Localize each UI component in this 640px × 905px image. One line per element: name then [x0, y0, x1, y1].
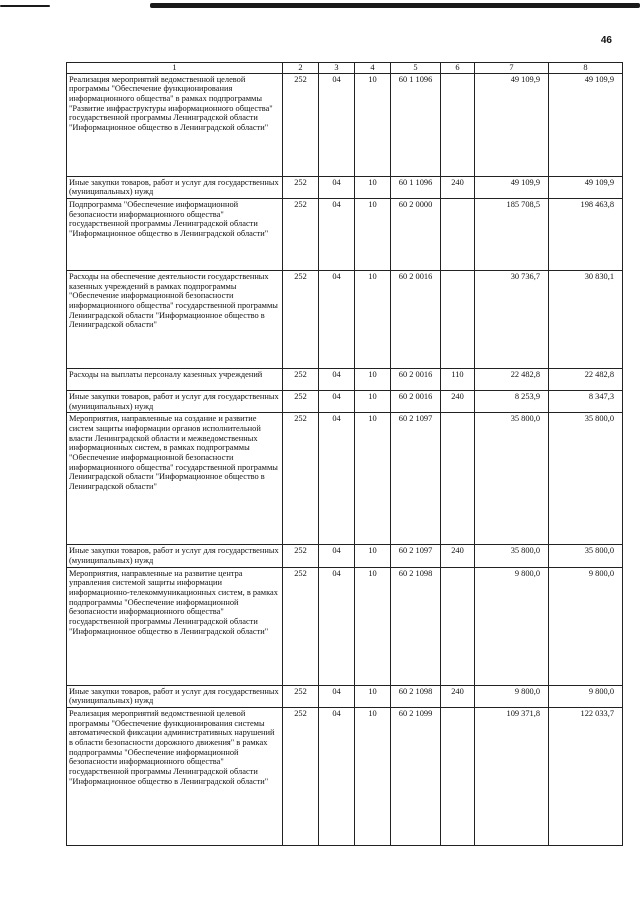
cell-admin-code: 252 [283, 270, 319, 368]
cell-subsection: 10 [355, 413, 391, 545]
cell-target-article: 60 2 1098 [391, 567, 441, 685]
table-row [67, 567, 623, 685]
cell-admin-code: 252 [283, 707, 319, 845]
table-row [67, 685, 623, 707]
cell-subsection: 10 [355, 685, 391, 707]
table-row [67, 198, 623, 270]
cell-target-article: 60 2 1099 [391, 707, 441, 845]
row-name: Расходы на обеспечение деятельности государственных казенных учреждений в рамках подпрограммы "Обеспечение информационной безопасности информационного общества" государственной программы Ленинградской области "Информационное общество в Ленинградской области" [67, 270, 283, 368]
row-name: Иные закупки товаров, работ и услуг для государственных (муниципальных) нужд [67, 176, 283, 198]
cell-subsection: 10 [355, 198, 391, 270]
header-cell: 4 [355, 63, 391, 74]
row-name: Реализация мероприятий ведомственной целевой программы "Обеспечение функционирования системы автоматической фиксации административных нарушений в области безопасности дорожного движения" в рамках подпрограммы "Обеспечение информационной безопасности информационного общества" государственной программы Ленинградской области "Информационное общество в Ленинградской области" [67, 707, 283, 845]
cell-amount-1: 30 736,7 [475, 270, 549, 368]
cell-target-article: 60 2 1097 [391, 545, 441, 567]
budget-table [66, 62, 623, 846]
cell-section: 04 [319, 567, 355, 685]
cell-amount-2: 49 109,9 [549, 73, 623, 176]
cell-admin-code: 252 [283, 368, 319, 390]
cell-section: 04 [319, 685, 355, 707]
cell-amount-2: 22 482,8 [549, 368, 623, 390]
row-name: Подпрограмма "Обеспечение информационной безопасности информационного общества" государственной программы Ленинградской области "Информационное общество в Ленинградской области" [67, 198, 283, 270]
cell-section: 04 [319, 270, 355, 368]
table-row [67, 413, 623, 545]
cell-amount-2: 198 463,8 [549, 198, 623, 270]
cell-admin-code: 252 [283, 198, 319, 270]
cell-expense-type [441, 707, 475, 845]
cell-subsection: 10 [355, 567, 391, 685]
row-name: Расходы на выплаты персоналу казенных учреждений [67, 368, 283, 390]
cell-amount-2: 8 347,3 [549, 390, 623, 412]
cell-amount-1: 8 253,9 [475, 390, 549, 412]
table-row [67, 368, 623, 390]
cell-section: 04 [319, 390, 355, 412]
table-row [67, 270, 623, 368]
cell-target-article: 60 2 0016 [391, 390, 441, 412]
cell-section: 04 [319, 707, 355, 845]
header-cell: 1 [67, 63, 283, 74]
cell-amount-2: 9 800,0 [549, 567, 623, 685]
header-cell: 6 [441, 63, 475, 74]
scan-edge-mark-right [150, 3, 640, 8]
header-cell: 3 [319, 63, 355, 74]
table-row [67, 176, 623, 198]
cell-section: 04 [319, 176, 355, 198]
cell-admin-code: 252 [283, 390, 319, 412]
cell-expense-type [441, 73, 475, 176]
cell-expense-type [441, 198, 475, 270]
scan-edge-mark-left [0, 5, 50, 7]
cell-amount-2: 122 033,7 [549, 707, 623, 845]
cell-section: 04 [319, 198, 355, 270]
cell-amount-1: 49 109,9 [475, 73, 549, 176]
cell-admin-code: 252 [283, 545, 319, 567]
cell-expense-type: 240 [441, 176, 475, 198]
cell-amount-1: 35 800,0 [475, 545, 549, 567]
cell-subsection: 10 [355, 176, 391, 198]
cell-admin-code: 252 [283, 413, 319, 545]
header-cell: 8 [549, 63, 623, 74]
table-row [67, 390, 623, 412]
cell-amount-2: 35 800,0 [549, 413, 623, 545]
row-name: Иные закупки товаров, работ и услуг для государственных (муниципальных) нужд [67, 685, 283, 707]
cell-amount-2: 30 830,1 [549, 270, 623, 368]
row-name: Иные закупки товаров, работ и услуг для государственных (муниципальных) нужд [67, 390, 283, 412]
cell-expense-type: 240 [441, 545, 475, 567]
cell-amount-1: 9 800,0 [475, 567, 549, 685]
cell-subsection: 10 [355, 390, 391, 412]
row-name: Мероприятия, направленные на развитие центра управления системой защиты информации информационно-телекоммуникационных систем, в рамках подпрограммы "Обеспечение информационной безопасности информационного общества" государственной программы Ленинградской области "Информационное общество в Ленинградской области" [67, 567, 283, 685]
header-cell: 2 [283, 63, 319, 74]
cell-amount-1: 185 708,5 [475, 198, 549, 270]
cell-section: 04 [319, 413, 355, 545]
table-header-row [67, 63, 623, 74]
cell-subsection: 10 [355, 73, 391, 176]
cell-amount-1: 35 800,0 [475, 413, 549, 545]
cell-expense-type [441, 567, 475, 685]
cell-amount-1: 9 800,0 [475, 685, 549, 707]
cell-target-article: 60 1 1096 [391, 73, 441, 176]
cell-admin-code: 252 [283, 176, 319, 198]
cell-subsection: 10 [355, 368, 391, 390]
cell-target-article: 60 2 1098 [391, 685, 441, 707]
cell-admin-code: 252 [283, 685, 319, 707]
header-cell: 7 [475, 63, 549, 74]
cell-expense-type: 110 [441, 368, 475, 390]
cell-amount-1: 49 109,9 [475, 176, 549, 198]
cell-expense-type [441, 270, 475, 368]
cell-amount-2: 49 109,9 [549, 176, 623, 198]
cell-target-article: 60 2 0000 [391, 198, 441, 270]
cell-amount-2: 9 800,0 [549, 685, 623, 707]
row-name: Реализация мероприятий ведомственной целевой программы "Обеспечение функционирования информационного общества" в рамках подпрограммы "Развитие инфраструктуры информационного общества" государственной программы Ленинградской области "Информационное общество в Ленинградской области" [67, 73, 283, 176]
cell-amount-2: 35 800,0 [549, 545, 623, 567]
cell-admin-code: 252 [283, 567, 319, 685]
table-row [67, 707, 623, 845]
cell-section: 04 [319, 368, 355, 390]
header-cell: 5 [391, 63, 441, 74]
cell-target-article: 60 2 1097 [391, 413, 441, 545]
cell-section: 04 [319, 545, 355, 567]
row-name: Мероприятия, направленные на создание и развитие систем защиты информации органов исполнительной власти Ленинградской области и межведомственных информационных систем, в рамках подпрограммы "Обеспечение информационной безопасности информационного общества" государственной программы Ленинградской области "Информационное общество в Ленинградской области" [67, 413, 283, 545]
cell-expense-type: 240 [441, 390, 475, 412]
cell-expense-type [441, 413, 475, 545]
row-name: Иные закупки товаров, работ и услуг для государственных (муниципальных) нужд [67, 545, 283, 567]
cell-subsection: 10 [355, 545, 391, 567]
cell-subsection: 10 [355, 270, 391, 368]
table-row [67, 545, 623, 567]
cell-target-article: 60 2 0016 [391, 368, 441, 390]
page-number: 46 [600, 35, 612, 46]
cell-admin-code: 252 [283, 73, 319, 176]
table-row [67, 73, 623, 176]
cell-target-article: 60 1 1096 [391, 176, 441, 198]
cell-amount-1: 109 371,8 [475, 707, 549, 845]
cell-subsection: 10 [355, 707, 391, 845]
cell-amount-1: 22 482,8 [475, 368, 549, 390]
cell-target-article: 60 2 0016 [391, 270, 441, 368]
cell-section: 04 [319, 73, 355, 176]
cell-expense-type: 240 [441, 685, 475, 707]
